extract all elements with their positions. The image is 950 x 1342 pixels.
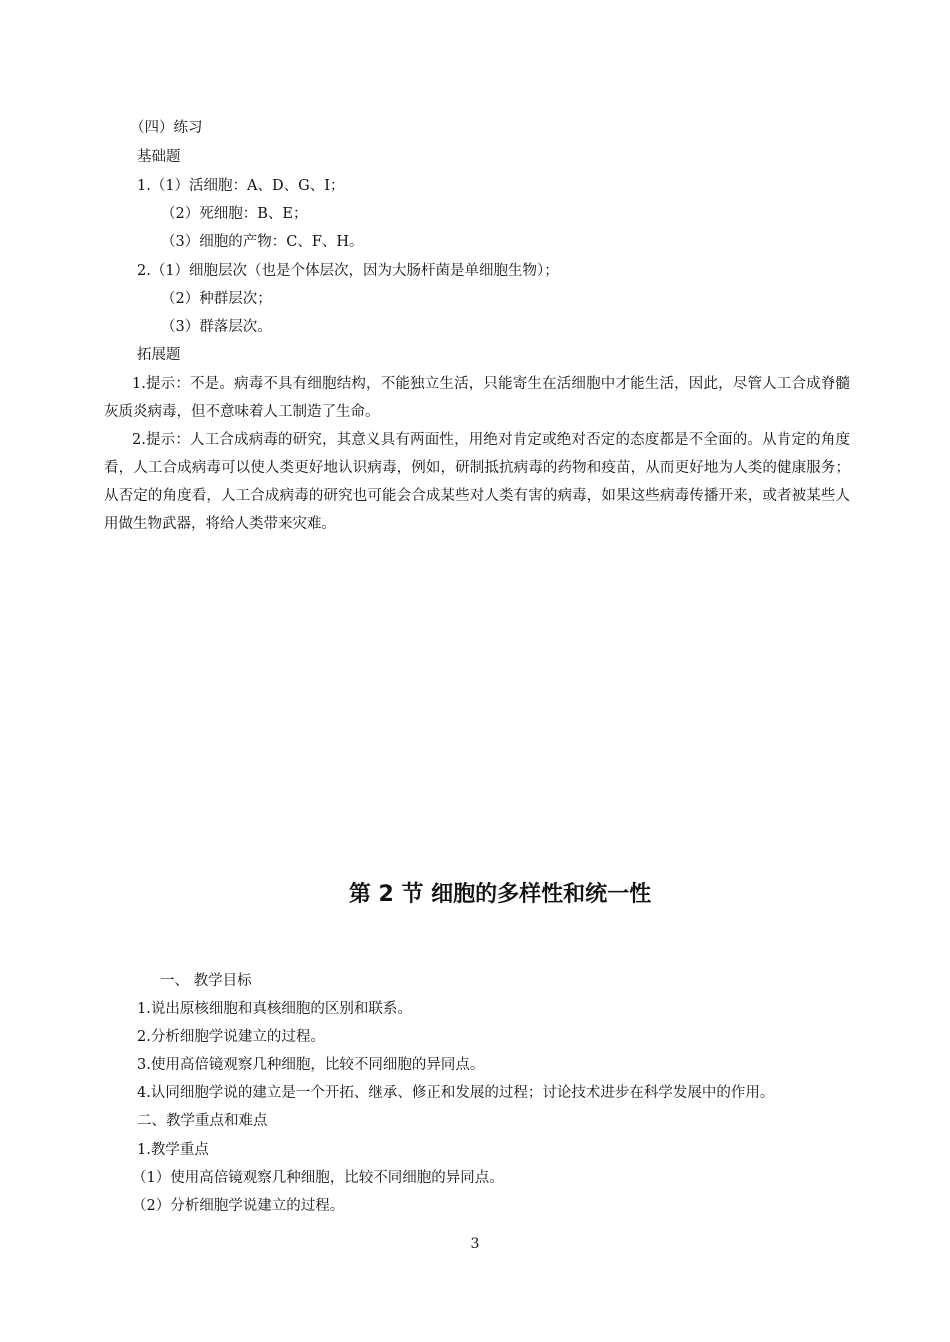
focus-sub-heading: 1.教学重点 bbox=[137, 1142, 209, 1158]
page-number: 3 bbox=[470, 1236, 480, 1252]
extension-paragraph: 2.提示：人工合成病毒的研究，其意义具有两面性，用绝对肯定或绝对否定的态度都是不全面的。从肯定的角度看，人工合成病毒可以使人类更好地认识病毒，例如，研制抵抗病毒的药物和疫苗，从而更好地为人类的健康服务；从否定的角度看，人工合成病毒的研究也可能会合成某些对人类有害的病毒，如果这些病毒传播开来，或者被某些人用做生物武器，将给人类带来灾难。 bbox=[104, 432, 850, 532]
goal-item: 2.分析细胞学说建立的过程。 bbox=[137, 1029, 325, 1045]
section-title: 第 2 节 细胞的多样性和统一性 bbox=[348, 882, 652, 907]
extension-questions-label: 拓展题 bbox=[137, 347, 181, 363]
goal-item: 4.认同细胞学说的建立是一个开拓、继承、修正和发展的过程；讨论技术进步在科学发展中的作用。 bbox=[137, 1085, 775, 1101]
focus-item: （2）分析细胞学说建立的过程。 bbox=[132, 1198, 345, 1214]
extension-paragraph: 1.提示：不是。病毒不具有细胞结构，不能独立生活，只能寄生在活细胞中才能生活，因此，尽管人工合成脊髓灰质炎病毒，但不意味着人工制造了生命。 bbox=[104, 376, 850, 420]
basic-item: （2）种群层次； bbox=[161, 291, 272, 307]
goal-item: 3.使用高倍镜观察几种细胞，比较不同细胞的异同点。 bbox=[137, 1057, 485, 1073]
basic-item: （3）群落层次。 bbox=[161, 319, 272, 335]
basic-item: （3）细胞的产物：C、F、H。 bbox=[161, 234, 364, 250]
practice-heading: （四）练习 bbox=[130, 120, 203, 136]
goal-item: 1.说出原核细胞和真核细胞的区别和联系。 bbox=[137, 1001, 412, 1017]
basic-item: 2.（1）细胞层次（也是个体层次，因为大肠杆菌是单细胞生物）； bbox=[137, 263, 559, 279]
basic-item: 1.（1）活细胞：A、D、G、I； bbox=[137, 178, 345, 194]
basic-questions-label: 基础题 bbox=[137, 149, 181, 165]
goals-heading: 一、 教学目标 bbox=[160, 973, 252, 989]
focus-item: （1）使用高倍镜观察几种细胞，比较不同细胞的异同点。 bbox=[132, 1170, 504, 1186]
basic-item: （2）死细胞：B、E； bbox=[161, 206, 308, 222]
focus-heading: 二、教学重点和难点 bbox=[137, 1113, 268, 1129]
